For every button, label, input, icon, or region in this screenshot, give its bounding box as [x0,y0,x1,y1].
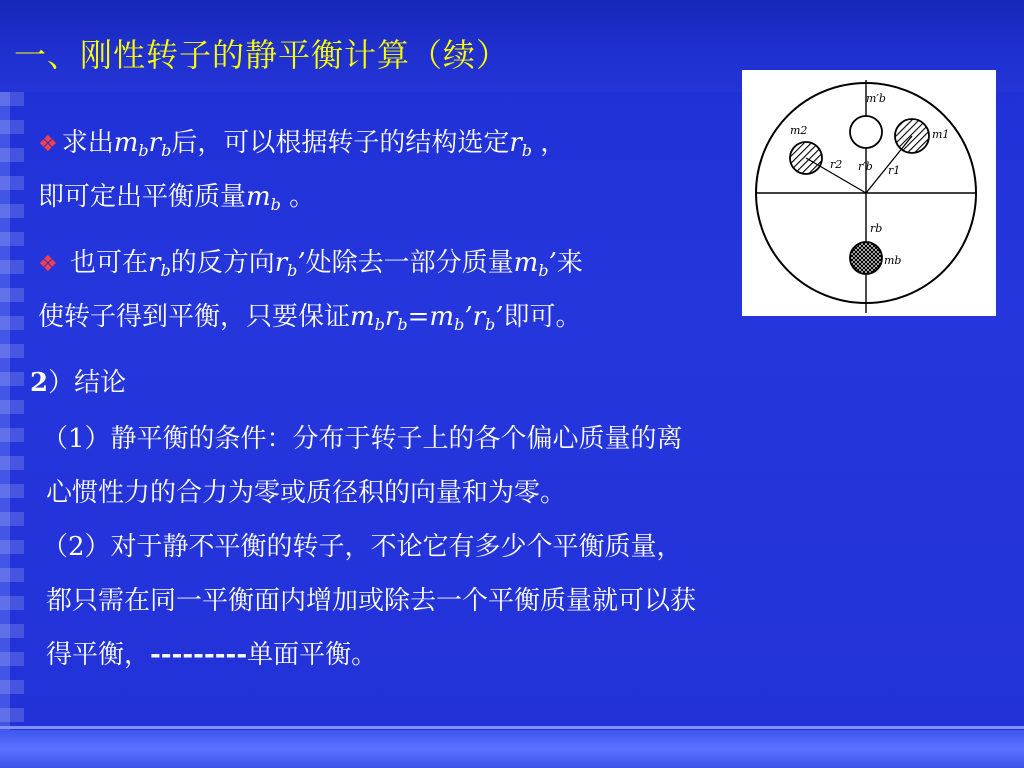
bottom-bar [0,730,1024,768]
section-number: 2 [30,368,49,398]
var-r: r [274,248,288,278]
prime-mark: ’ [464,302,473,332]
var-r: r [148,128,162,158]
para1-line1 [38,126,566,168]
text-span: ， [532,128,567,158]
var-m: m [113,128,139,158]
text-span: 求出 [61,128,114,158]
text-span: 单面平衡。 [247,640,378,670]
label-mb: mb [884,254,902,267]
text-span: 即可定出平衡质量 [38,182,247,212]
sub-b: b [521,141,533,160]
label-mb-prime: m′b [866,92,886,105]
mass-mb [850,242,882,274]
sub-b: b [374,315,385,334]
var-r: r [148,248,161,278]
item-number: （2） [42,532,111,562]
prime-mark: ’ [495,302,504,332]
item-number: （1） [42,424,111,454]
section-label: ）结论 [48,368,127,398]
text-span: 即可。 [503,302,582,332]
dash-line: --------- [150,640,248,670]
text-span: 的反方向 [170,248,275,278]
var-m: m [429,302,455,332]
equals-sign: = [407,302,430,332]
sub-b: b [270,195,281,214]
text-span: 后，可以根据转子的结构选定 [171,128,510,158]
sub-b: b [287,261,298,280]
mass-mb-prime [850,116,882,148]
para2-line2 [38,300,582,342]
para2-line1 [38,246,583,288]
conclusion2-line2: 都只需在同一平衡面内增加或除去一个平衡质量就可以获 [46,586,697,616]
label-m1: m1 [932,128,950,141]
sub-b: b [538,261,549,280]
conclusion2-line3 [46,638,377,672]
label-rb: rb [870,222,883,235]
label-r1: r1 [888,164,901,177]
sub-b: b [160,261,171,280]
text-span: 静平衡的条件：分布于转子上的各个偏心质量的离 [110,424,683,454]
text-span: 。 [280,182,316,212]
var-r: r [384,302,398,332]
sub-b: b [138,141,149,160]
slide-title: 一、刚性转子的静平衡计算（续） [14,36,510,74]
prime-mark: ’ [548,248,557,278]
label-m2: m2 [790,124,808,137]
label-r2: r2 [830,158,843,171]
rotor-diagram [742,70,996,316]
prime-mark: ’ [297,248,306,278]
label-rb-prime: r′b [858,160,873,173]
var-m: m [246,182,271,212]
text-span: 处除去一部分质量 [305,248,514,278]
rotor-diagram-svg [742,70,996,316]
var-m: m [513,248,539,278]
var-r: r [472,302,486,332]
var-r: r [509,128,522,158]
var-m: m [350,302,375,332]
para1-line2 [38,180,315,222]
text-span: 也可在 [61,248,148,278]
conclusion2-line1 [42,530,683,564]
sub-b: b [161,141,172,160]
section2-heading [30,366,126,400]
bullet-diamond-icon: ❖ [38,252,58,277]
conclusion1-line1 [42,422,683,456]
bullet-diamond-icon: ❖ [38,132,58,157]
text-span: 得平衡， [46,640,151,670]
text-span: 来 [556,248,583,278]
text-span: 使转子得到平衡，只要保证 [38,302,351,332]
bottom-divider [0,726,1024,729]
left-decor-pattern [0,92,24,732]
conclusion1-line2: 心惯性力的合力为零或质径积的向量和为零。 [46,478,567,508]
sub-b: b [485,315,496,334]
sub-b: b [397,315,408,334]
sub-b: b [454,315,465,334]
text-span: 对于静不平衡的转子，不论它有多少个平衡质量， [110,532,683,562]
